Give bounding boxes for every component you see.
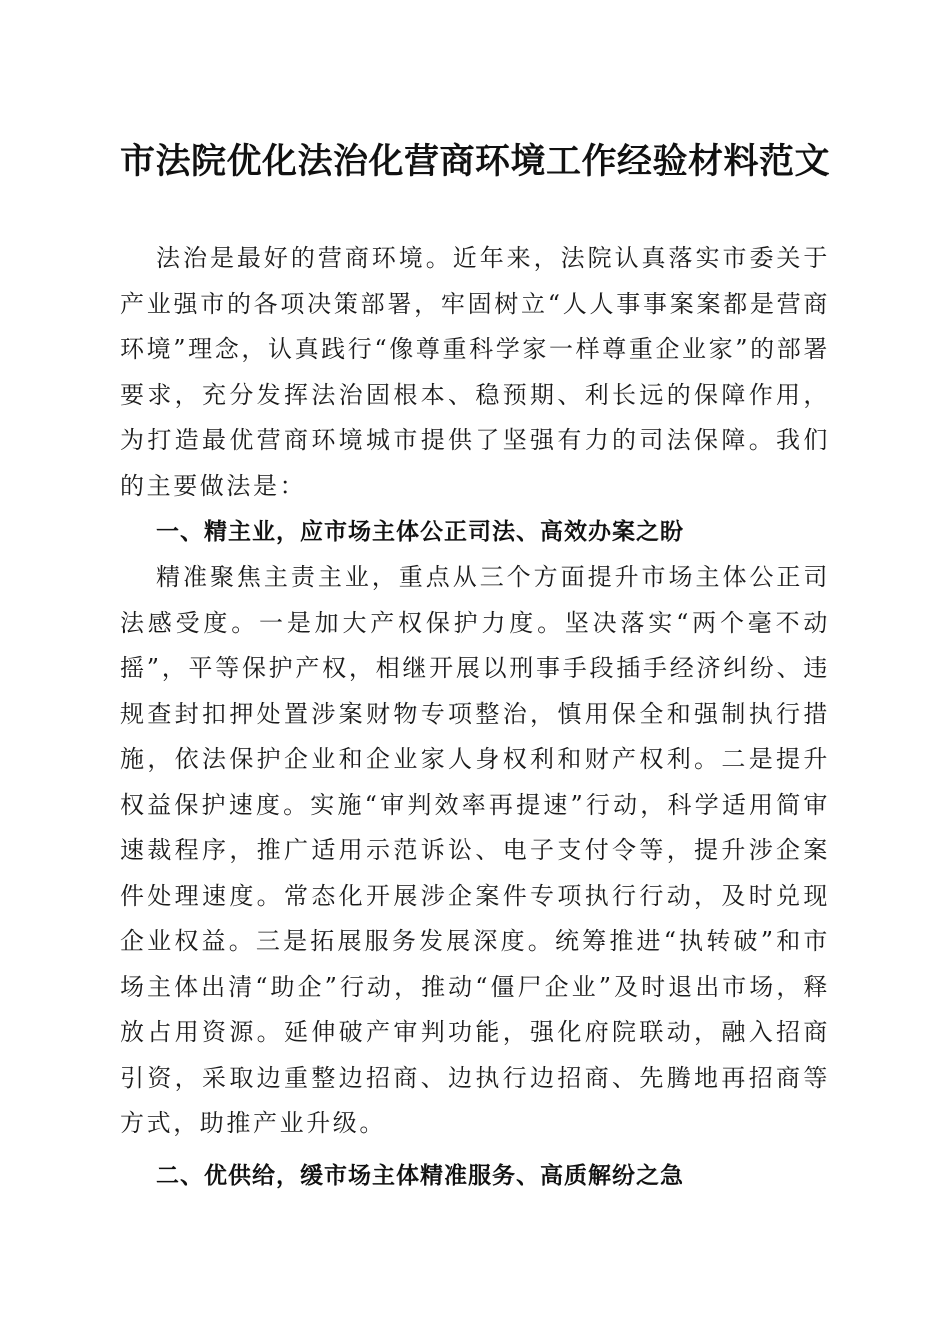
section-heading-2: 二、优供给，缓市场主体精准服务、高质解纷之急: [156, 1162, 684, 1189]
section-heading-1: 一、精主业，应市场主体公正司法、高效办案之盼: [156, 519, 684, 545]
document-title: 市法院优化法治化营商环境工作经验材料范文: [120, 141, 831, 182]
document-body: [120, 236, 830, 1199]
intro-paragraph: 法治是最好的营商环境。近年来，法院认真落实市委关于产业强市的各项决策部署，牢固树立“人人事事案案都是营商环境”理念，认真践行“像尊重科学家一样尊重企业家”的部署要求，充分发挥法治固根本、稳预期、利长远的保障作用，为打造最优营商环境城市提供了坚强有力的司法保障。我们的主要做法是：: [120, 244, 830, 500]
section-paragraph-1: 精准聚焦主责主业，重点从三个方面提升市场主体公正司法感受度。一是加大产权保护力度。坚决落实“两个毫不动摇”，平等保护产权，相继开展以刑事手段插手经济纠纷、违规查封扣押处置涉案财物专项整治，慎用保全和强制执行措施，依法保护企业和企业家人身权利和财产权利。二是提升权益保护速度。实施“审判效率再提速”行动，科学适用简审速裁程序，推广适用示范诉讼、电子支付令等，提升涉企案件处理速度。常态化开展涉企案件专项执行行动，及时兑现企业权益。三是拓展服务发展深度。统筹推进“执转破”和市场主体出清“助企”行动，推动“僵尸企业”及时退出市场，释放占用资源。延伸破产审判功能，强化府院联动，融入招商引资，采取边重整边招商、边执行边招商、先腾地再招商等方式，助推产业升级。: [120, 563, 830, 1137]
